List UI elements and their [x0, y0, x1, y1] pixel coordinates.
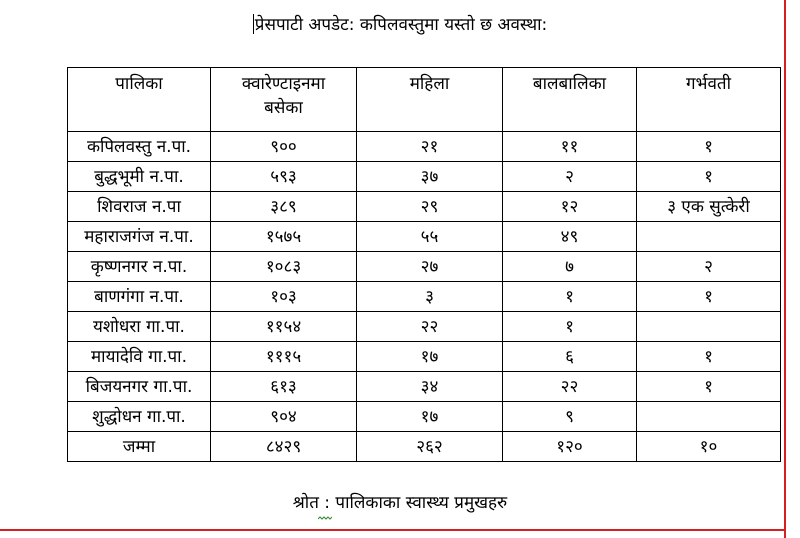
- cell-children: २२: [503, 372, 637, 402]
- table-header-row: [68, 68, 781, 132]
- cell-children: २: [503, 162, 637, 192]
- table-row: [68, 132, 781, 162]
- cell-women: २२: [357, 312, 503, 342]
- cell-pregnant: [637, 402, 781, 432]
- cell-children: १२: [503, 192, 637, 222]
- cell-municipality: मायादेवि गा.पा.: [68, 342, 211, 372]
- cell-pregnant: [637, 222, 781, 252]
- cell-women: २७: [357, 252, 503, 282]
- cell-municipality: यशोधरा गा.पा.: [68, 312, 211, 342]
- table-row: [68, 402, 781, 432]
- cell-quarantined: १५७५: [211, 222, 357, 252]
- cell-children: १: [503, 312, 637, 342]
- header-municipality: पालिका: [68, 68, 211, 132]
- document-title-text: प्रेसपाटी अपडेट: कपिलवस्तुमा यस्तो छ अवस्था:: [254, 15, 548, 35]
- cell-pregnant: १: [637, 372, 781, 402]
- cell-pregnant: [637, 312, 781, 342]
- cell-quarantined: ८४२९: [211, 432, 357, 462]
- cell-municipality: बुद्धभूमी न.पा.: [68, 162, 211, 192]
- cell-children: ७: [503, 252, 637, 282]
- cell-women: १७: [357, 342, 503, 372]
- cell-women: २९: [357, 192, 503, 222]
- table-row: [68, 222, 781, 252]
- cell-quarantined: ३८९: [211, 192, 357, 222]
- cell-quarantined: १११५: [211, 342, 357, 372]
- table-row: [68, 162, 781, 192]
- cell-quarantined: १०३: [211, 282, 357, 312]
- table-row: [68, 192, 781, 222]
- cell-municipality: बिजयनगर गा.पा.: [68, 372, 211, 402]
- cell-pregnant: १: [637, 162, 781, 192]
- header-quarantined: क्वारेण्टाइनमा बसेका: [211, 68, 357, 132]
- cell-municipality: कपिलवस्तु न.पा.: [68, 132, 211, 162]
- cell-quarantined: ५९३: [211, 162, 357, 192]
- cell-children: ११: [503, 132, 637, 162]
- table-row: [68, 282, 781, 312]
- spellcheck-underline: [318, 516, 332, 521]
- cell-women: ३४: [357, 372, 503, 402]
- cell-women: ३७: [357, 162, 503, 192]
- cell-pregnant: १: [637, 282, 781, 312]
- cell-municipality: महाराजगंज न.पा.: [68, 222, 211, 252]
- cell-pregnant: २: [637, 252, 781, 282]
- cell-quarantined: ६१३: [211, 372, 357, 402]
- cell-municipality: कृष्णनगर न.पा.: [68, 252, 211, 282]
- cell-children: ४९: [503, 222, 637, 252]
- cell-children: १: [503, 282, 637, 312]
- table-row: [68, 312, 781, 342]
- cell-municipality: बाणगंगा न.पा.: [68, 282, 211, 312]
- cell-quarantined: ९०४: [211, 402, 357, 432]
- header-children: बालबालिका: [503, 68, 637, 132]
- table-total-row: [68, 432, 781, 462]
- document-title: [0, 14, 800, 36]
- table-row: [68, 342, 781, 372]
- cell-quarantined: १०८३: [211, 252, 357, 282]
- cell-quarantined: ११५४: [211, 312, 357, 342]
- cell-women: २६२: [357, 432, 503, 462]
- cell-women: ३: [357, 282, 503, 312]
- frame-border-right: [784, 0, 786, 538]
- cell-quarantined: ९००: [211, 132, 357, 162]
- source-note: श्रोत : पालिकाका स्वास्थ्य प्रमुखहरु: [292, 493, 508, 513]
- header-women: महिला: [357, 68, 503, 132]
- cell-children: ६: [503, 342, 637, 372]
- cell-pregnant: ३ एक सुत्केरी: [637, 192, 781, 222]
- table-body: [68, 132, 781, 462]
- cell-children: ९: [503, 402, 637, 432]
- cell-municipality: शिवराज न.पा: [68, 192, 211, 222]
- cell-women: २१: [357, 132, 503, 162]
- cell-municipality: जम्मा: [68, 432, 211, 462]
- header-pregnant: गर्भवती: [637, 68, 781, 132]
- cell-children: १२०: [503, 432, 637, 462]
- quarantine-table: [67, 67, 781, 462]
- cell-municipality: शुद्धोधन गा.पा.: [68, 402, 211, 432]
- cell-pregnant: १०: [637, 432, 781, 462]
- frame-border-bottom: [0, 529, 786, 531]
- text-cursor: [253, 14, 254, 34]
- cell-pregnant: १: [637, 132, 781, 162]
- table-row: [68, 372, 781, 402]
- table-row: [68, 252, 781, 282]
- cell-pregnant: १: [637, 342, 781, 372]
- cell-women: ५५: [357, 222, 503, 252]
- cell-women: १७: [357, 402, 503, 432]
